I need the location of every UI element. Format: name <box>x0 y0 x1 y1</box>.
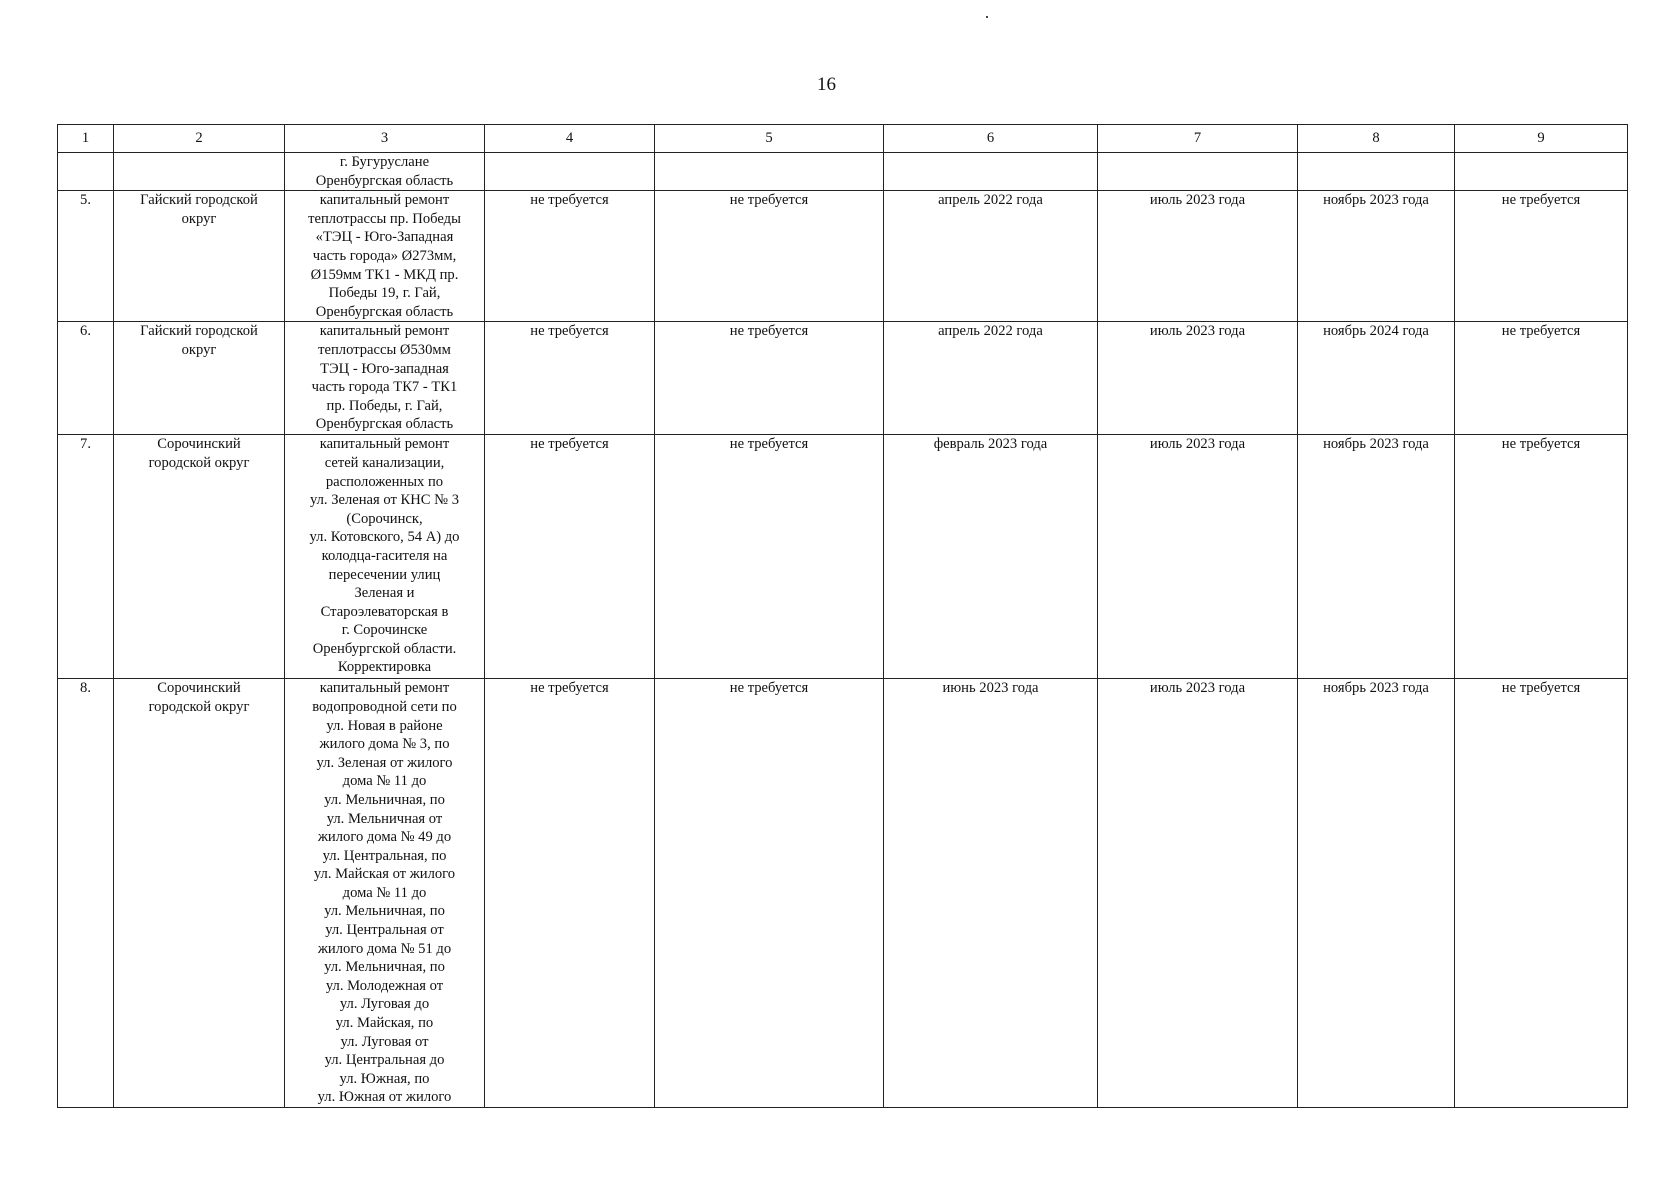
district-cell <box>114 191 285 322</box>
object-line: ул. Южная, по <box>339 1070 430 1087</box>
object-line: часть города ТК7 - ТК1 <box>311 379 458 396</box>
object-line: ул. Центральная, по <box>322 847 447 864</box>
object-line: капитальный ремонт <box>319 680 450 697</box>
column-number: 3 <box>285 125 485 153</box>
design-docs-cell: не требуется <box>485 191 655 322</box>
object-line: сетей канализации, <box>324 454 445 471</box>
col9-cell: не требуется <box>1455 435 1628 679</box>
object-line: Оренбургская область <box>315 416 454 433</box>
object-line: пр. Победы, г. Гай, <box>326 397 443 414</box>
object-cell <box>285 191 485 322</box>
start-date-cell: февраль 2023 года <box>884 435 1098 679</box>
object-line: Оренбургской области. <box>312 640 457 657</box>
object-line: ул. Мельничная от <box>326 810 443 827</box>
object-line: ул. Новая в районе <box>326 717 443 734</box>
works-start-cell: июль 2023 года <box>1098 322 1298 435</box>
object-line: ул. Центральная до <box>324 1052 445 1069</box>
col9-cell: не требуется <box>1455 679 1628 1108</box>
object-line: ул. Мельничная, по <box>324 791 445 808</box>
column-number: 5 <box>655 125 884 153</box>
object-cell <box>285 153 485 191</box>
col7-cell <box>1098 153 1298 191</box>
object-line: капитальный ремонт <box>319 192 450 209</box>
column-number: 4 <box>485 125 655 153</box>
works-start-cell: июль 2023 года <box>1098 435 1298 679</box>
district-line: округ <box>181 210 217 227</box>
object-line: ул. Южная от жилого <box>317 1089 452 1106</box>
district-cell <box>114 322 285 435</box>
column-number: 6 <box>884 125 1098 153</box>
district-line: Сорочинский <box>157 436 241 453</box>
object-cell <box>285 435 485 679</box>
object-line: расположенных по <box>325 473 444 490</box>
object-line: ул. Луговая от <box>340 1033 429 1050</box>
object-line: ТЭЦ - Юго-западная <box>320 360 449 377</box>
works-end-cell: ноябрь 2023 года <box>1298 191 1455 322</box>
object-line: Зеленая и <box>354 585 415 602</box>
expertise-cell: не требуется <box>655 191 884 322</box>
district-line: Сорочинский <box>157 680 241 697</box>
district-cell <box>114 679 285 1108</box>
district-cell <box>114 153 285 191</box>
district-line: Гайский городской <box>140 192 258 209</box>
works-start-cell: июль 2023 года <box>1098 191 1298 322</box>
object-line: колодца-гасителя на <box>321 547 448 564</box>
district-line: округ <box>181 341 217 358</box>
object-line: жилого дома № 49 до <box>317 829 452 846</box>
col5-cell <box>655 153 884 191</box>
table-row-continuation <box>58 153 1628 191</box>
object-line: ул. Мельничная, по <box>324 903 445 920</box>
expertise-cell: не требуется <box>655 679 884 1108</box>
column-number: 1 <box>58 125 114 153</box>
object-line: г. Бугуруслане <box>339 154 430 170</box>
expertise-cell: не требуется <box>655 322 884 435</box>
object-line: капитальный ремонт <box>319 323 450 340</box>
table-row <box>58 679 1628 1108</box>
object-line: капитальный ремонт <box>319 436 450 453</box>
object-line: Оренбургская область <box>315 303 454 320</box>
object-line: ул. Майская от жилого <box>313 866 456 883</box>
schedule-table <box>57 124 1628 1108</box>
row-number-cell <box>58 153 114 191</box>
row-number-cell: 7. <box>58 435 114 679</box>
column-number: 7 <box>1098 125 1298 153</box>
page-number: 16 <box>817 74 836 95</box>
column-number: 8 <box>1298 125 1455 153</box>
object-line: ул. Мельничная, по <box>324 959 445 976</box>
row-number-cell: 6. <box>58 322 114 435</box>
table-row <box>58 435 1628 679</box>
object-line: дома № 11 до <box>342 773 427 790</box>
object-line: ул. Майская, по <box>335 1015 434 1032</box>
works-end-cell: ноябрь 2023 года <box>1298 435 1455 679</box>
object-line: часть города» Ø273мм, <box>312 247 457 264</box>
design-docs-cell: не требуется <box>485 435 655 679</box>
object-line: водопроводной сети по <box>312 698 457 715</box>
col9-cell: не требуется <box>1455 191 1628 322</box>
object-cell <box>285 679 485 1108</box>
object-line: Староэлеваторская в <box>320 603 449 620</box>
works-end-cell: ноябрь 2024 года <box>1298 322 1455 435</box>
col8-cell <box>1298 153 1455 191</box>
district-cell <box>114 435 285 679</box>
district-line: городской округ <box>148 698 250 715</box>
expertise-cell: не требуется <box>655 435 884 679</box>
object-line: г. Сорочинске <box>341 622 428 639</box>
object-line: теплотрассы пр. Победы <box>308 210 461 227</box>
object-line: жилого дома № 51 до <box>317 940 452 957</box>
works-start-cell: июль 2023 года <box>1098 679 1298 1108</box>
district-line: городской округ <box>148 454 250 471</box>
col9-cell <box>1455 153 1628 191</box>
works-end-cell: ноябрь 2023 года <box>1298 679 1455 1108</box>
col6-cell <box>884 153 1098 191</box>
object-line: «ТЭЦ - Юго-Западная <box>315 229 454 246</box>
design-docs-cell: не требуется <box>485 322 655 435</box>
object-line: ул. Центральная от <box>325 922 444 939</box>
object-line: ул. Зеленая от КНС № 3 <box>309 492 460 509</box>
object-line: ул. Зеленая от жилого <box>316 754 453 771</box>
object-line: дома № 11 до <box>342 884 427 901</box>
table-row <box>58 322 1628 435</box>
start-date-cell: апрель 2022 года <box>884 191 1098 322</box>
object-line: ул. Котовского, 54 А) до <box>309 529 460 546</box>
object-line: Корректировка <box>337 659 432 676</box>
start-date-cell: июнь 2023 года <box>884 679 1098 1108</box>
object-line: Победы 19, г. Гай, <box>328 285 441 302</box>
object-line: пересечении улиц <box>328 566 441 583</box>
col9-cell: не требуется <box>1455 322 1628 435</box>
object-line: Ø159мм ТК1 - МКД пр. <box>310 266 459 283</box>
object-line: (Сорочинск, <box>346 510 423 527</box>
object-line: Оренбургская область <box>315 172 454 189</box>
column-number: 2 <box>114 125 285 153</box>
object-line: ул. Луговая до <box>339 996 430 1013</box>
object-cell <box>285 322 485 435</box>
table-row <box>58 191 1628 322</box>
district-line: Гайский городской <box>140 323 258 340</box>
object-line: теплотрассы Ø530мм <box>318 341 451 358</box>
row-number-cell: 8. <box>58 679 114 1108</box>
row-number-cell: 5. <box>58 191 114 322</box>
design-docs-cell: не требуется <box>485 679 655 1108</box>
scan-speck <box>986 16 988 18</box>
object-line: жилого дома № 3, по <box>319 736 450 753</box>
column-number: 9 <box>1455 125 1628 153</box>
col4-cell <box>485 153 655 191</box>
start-date-cell: апрель 2022 года <box>884 322 1098 435</box>
object-line: ул. Молодежная от <box>325 977 444 994</box>
column-number-row <box>58 125 1628 153</box>
